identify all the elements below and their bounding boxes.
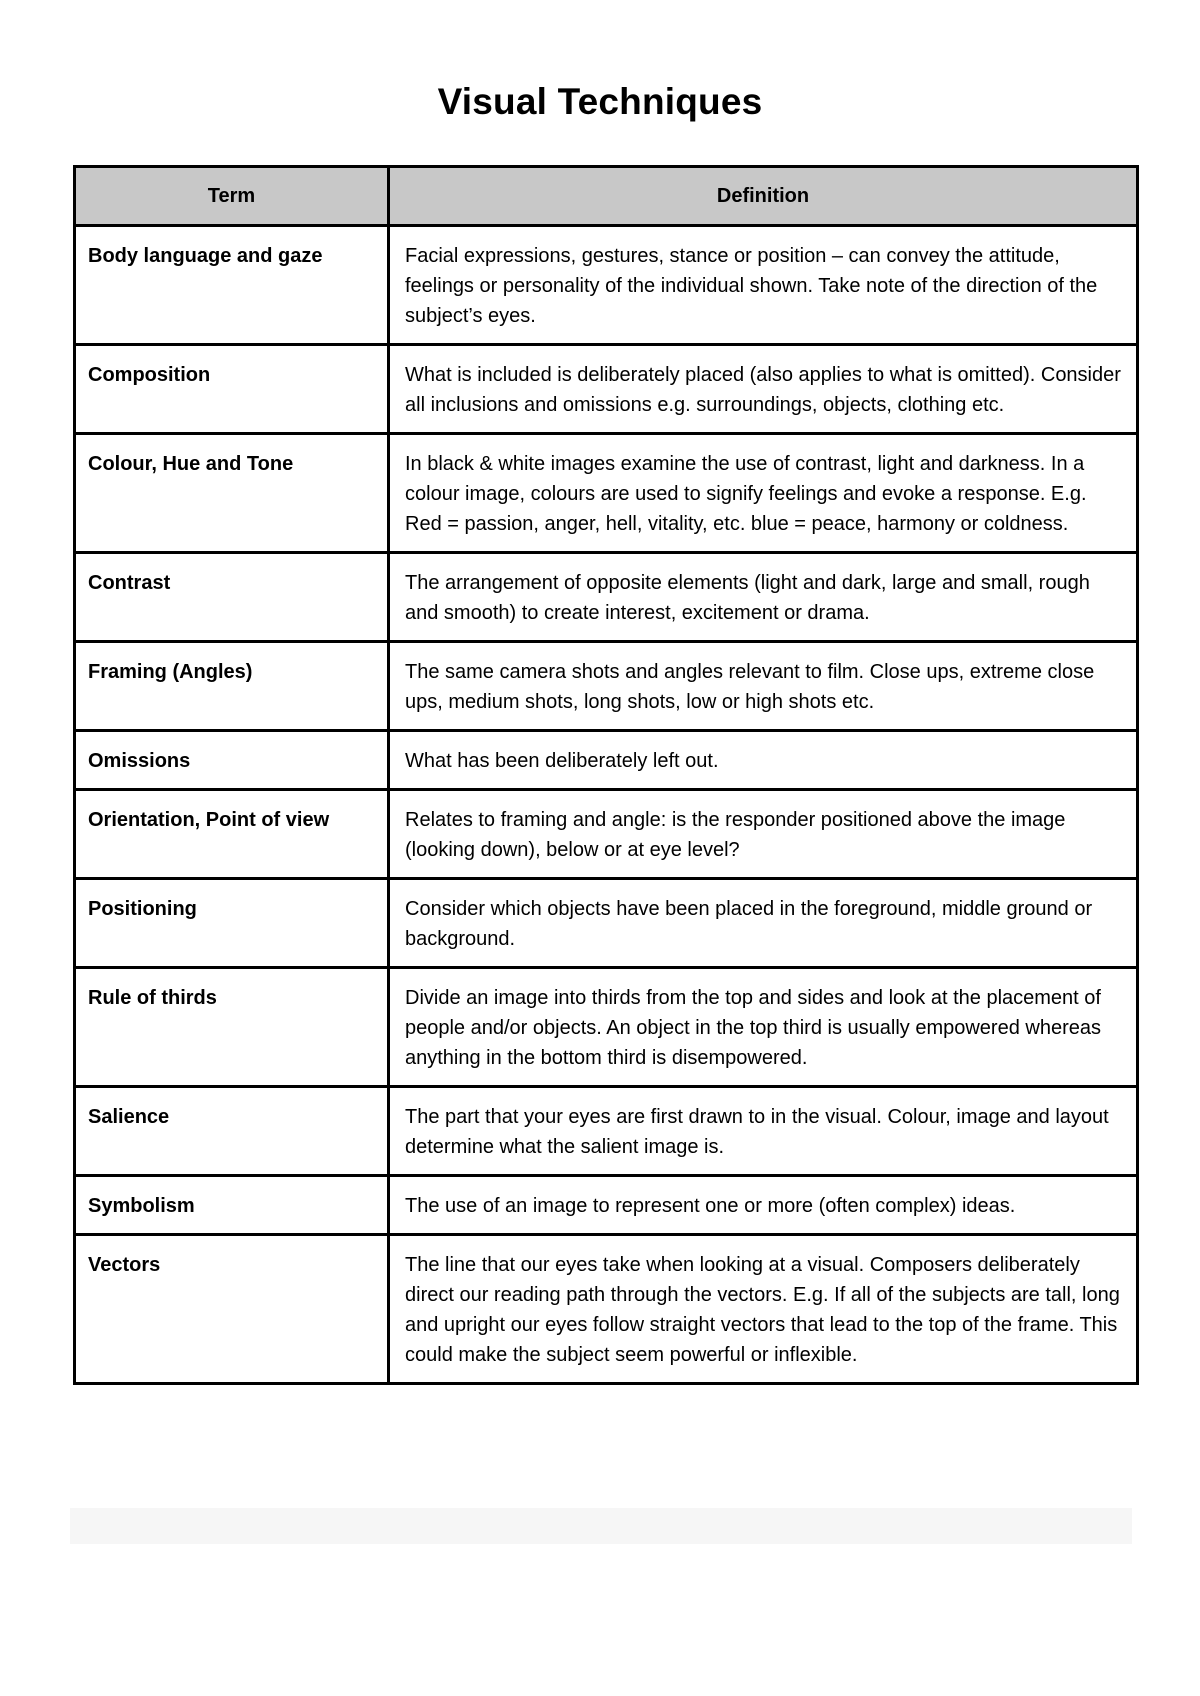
definition-cell: The part that your eyes are first drawn to in the visual. Colour, image and layout determine what the salient image is. [389, 1087, 1138, 1176]
definition-cell: What is included is deliberately placed (also applies to what is omitted). Consider all inclusions and omissions e.g. surroundings, objects, clothing etc. [389, 345, 1138, 434]
term-cell: Composition [75, 345, 389, 434]
definition-cell: The line that our eyes take when looking at a visual. Composers deliberately direct our reading path through the vectors. E.g. If all of the subjects are tall, long and upright our eyes follow straight vectors that lead to the top of the frame. This could make the subject seem powerful or inflexible. [389, 1235, 1138, 1384]
term-cell: Body language and gaze [75, 226, 389, 345]
table-row [75, 434, 1138, 553]
techniques-table-container [73, 165, 1136, 1385]
table-header-row [75, 167, 1138, 226]
term-cell: Framing (Angles) [75, 642, 389, 731]
definition-cell: The use of an image to represent one or more (often complex) ideas. [389, 1176, 1138, 1235]
footer-shaded-band [70, 1508, 1132, 1544]
page-title: Visual Techniques [437, 81, 763, 122]
table-row [75, 345, 1138, 434]
table-row [75, 731, 1138, 790]
table-row [75, 1087, 1138, 1176]
term-cell: Salience [75, 1087, 389, 1176]
term-cell: Orientation, Point of view [75, 790, 389, 879]
definition-cell: What has been deliberately left out. [389, 731, 1138, 790]
term-cell: Rule of thirds [75, 968, 389, 1087]
definition-cell: Consider which objects have been placed in the foreground, middle ground or background. [389, 879, 1138, 968]
table-row [75, 968, 1138, 1087]
term-cell: Positioning [75, 879, 389, 968]
term-cell: Omissions [75, 731, 389, 790]
definition-cell: The same camera shots and angles relevant to film. Close ups, extreme close ups, medium shots, long shots, low or high shots etc. [389, 642, 1138, 731]
techniques-table [73, 165, 1139, 1385]
term-cell: Colour, Hue and Tone [75, 434, 389, 553]
term-cell: Contrast [75, 553, 389, 642]
term-cell: Symbolism [75, 1176, 389, 1235]
table-row [75, 790, 1138, 879]
table-row [75, 879, 1138, 968]
table-row [75, 553, 1138, 642]
header-term: Term [75, 167, 389, 226]
definition-cell: In black & white images examine the use of contrast, light and darkness. In a colour image, colours are used to signify feelings and evoke a response. E.g. Red = passion, anger, hell, vitality, etc. blue = peace, harmony or coldness. [389, 434, 1138, 553]
definition-cell: The arrangement of opposite elements (light and dark, large and small, rough and smooth) to create interest, excitement or drama. [389, 553, 1138, 642]
definition-cell: Divide an image into thirds from the top and sides and look at the placement of people and/or objects. An object in the top third is usually empowered whereas anything in the bottom third is disempowered. [389, 968, 1138, 1087]
table-row [75, 1235, 1138, 1384]
definition-cell: Relates to framing and angle: is the responder positioned above the image (looking down), below or at eye level? [389, 790, 1138, 879]
table-row [75, 226, 1138, 345]
term-cell: Vectors [75, 1235, 389, 1384]
definition-cell: Facial expressions, gestures, stance or position – can convey the attitude, feelings or personality of the individual shown. Take note of the direction of the subject’s eyes. [389, 226, 1138, 345]
header-definition: Definition [389, 167, 1138, 226]
table-row [75, 642, 1138, 731]
table-row [75, 1176, 1138, 1235]
